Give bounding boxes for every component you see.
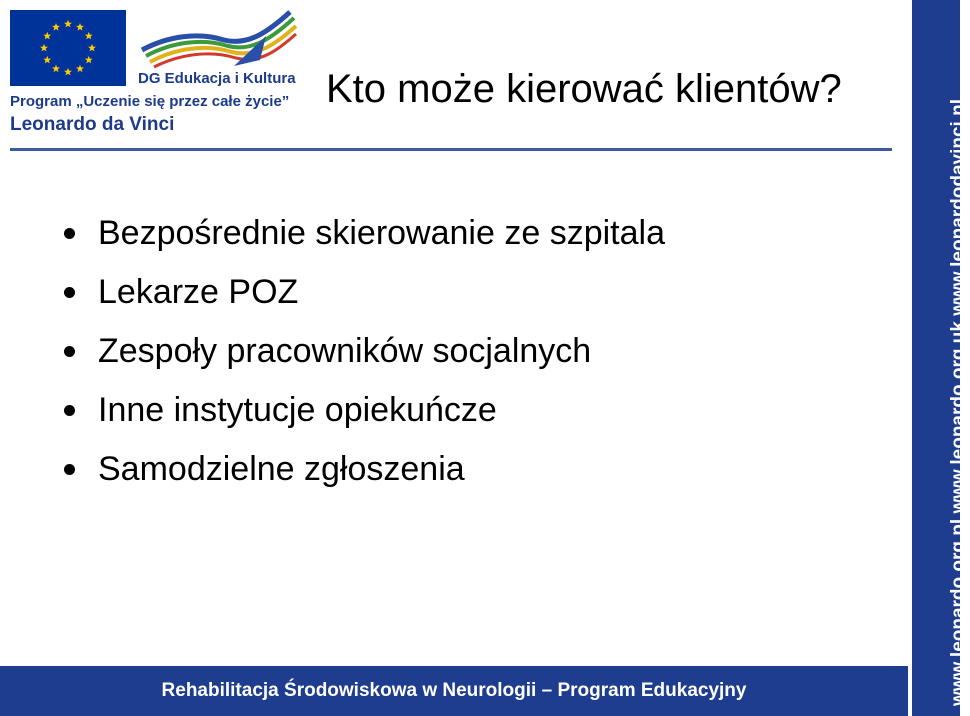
leonardo-label: Leonardo da Vinci (10, 114, 175, 135)
bullet-text: Inne instytucje opiekuńcze (98, 391, 497, 429)
eu-star-icon (85, 32, 93, 40)
eu-star-icon (52, 65, 60, 73)
eu-star-icon (40, 44, 48, 52)
eu-star-icon (52, 23, 60, 31)
eu-flag-icon (10, 10, 126, 86)
bullet-text: Zespoły pracowników socjalnych (98, 332, 592, 370)
bullet-dot-icon (64, 464, 75, 475)
bullet-list (62, 208, 665, 503)
eu-star-icon (43, 56, 51, 64)
eu-star-icon (88, 44, 96, 52)
leonardo-swoosh-icon (138, 6, 298, 72)
footer-text: Rehabilitacja Środowiskowa w Neurologii – Program Edukacyjny (161, 680, 747, 701)
sidebar-url-bar (912, 0, 969, 716)
dg-label: DG Edukacja i Kultura (138, 70, 296, 87)
bullet-item (62, 326, 665, 385)
bullet-item (62, 267, 665, 326)
eu-star-icon (64, 68, 72, 76)
program-label: Program „Uczenie się przez całe życie” (10, 93, 290, 110)
bullet-text: Samodzielne zgłoszenia (98, 450, 465, 488)
bullet-text: Lekarze POZ (98, 273, 299, 311)
bullet-dot-icon (64, 228, 75, 239)
header-logo-block (0, 0, 310, 150)
eu-star-icon (85, 56, 93, 64)
footer-bar (0, 666, 908, 716)
bullet-dot-icon (64, 346, 75, 357)
bullet-item (62, 208, 665, 267)
sidebar-url-text: www.leonardo.org.pl www.leonardo.org.uk www.leonardodavinci.nl (948, 99, 969, 706)
bullet-item (62, 385, 665, 444)
bullet-dot-icon (64, 287, 75, 298)
bullet-item (62, 444, 665, 503)
slide-title: Kto może kierować klientów? (326, 67, 842, 111)
eu-star-icon (64, 20, 72, 28)
title-divider (10, 148, 892, 151)
eu-star-icon (76, 23, 84, 31)
bullet-text: Bezpośrednie skierowanie ze szpitala (98, 214, 665, 252)
eu-star-icon (43, 32, 51, 40)
bullet-dot-icon (64, 405, 75, 416)
eu-star-icon (76, 65, 84, 73)
